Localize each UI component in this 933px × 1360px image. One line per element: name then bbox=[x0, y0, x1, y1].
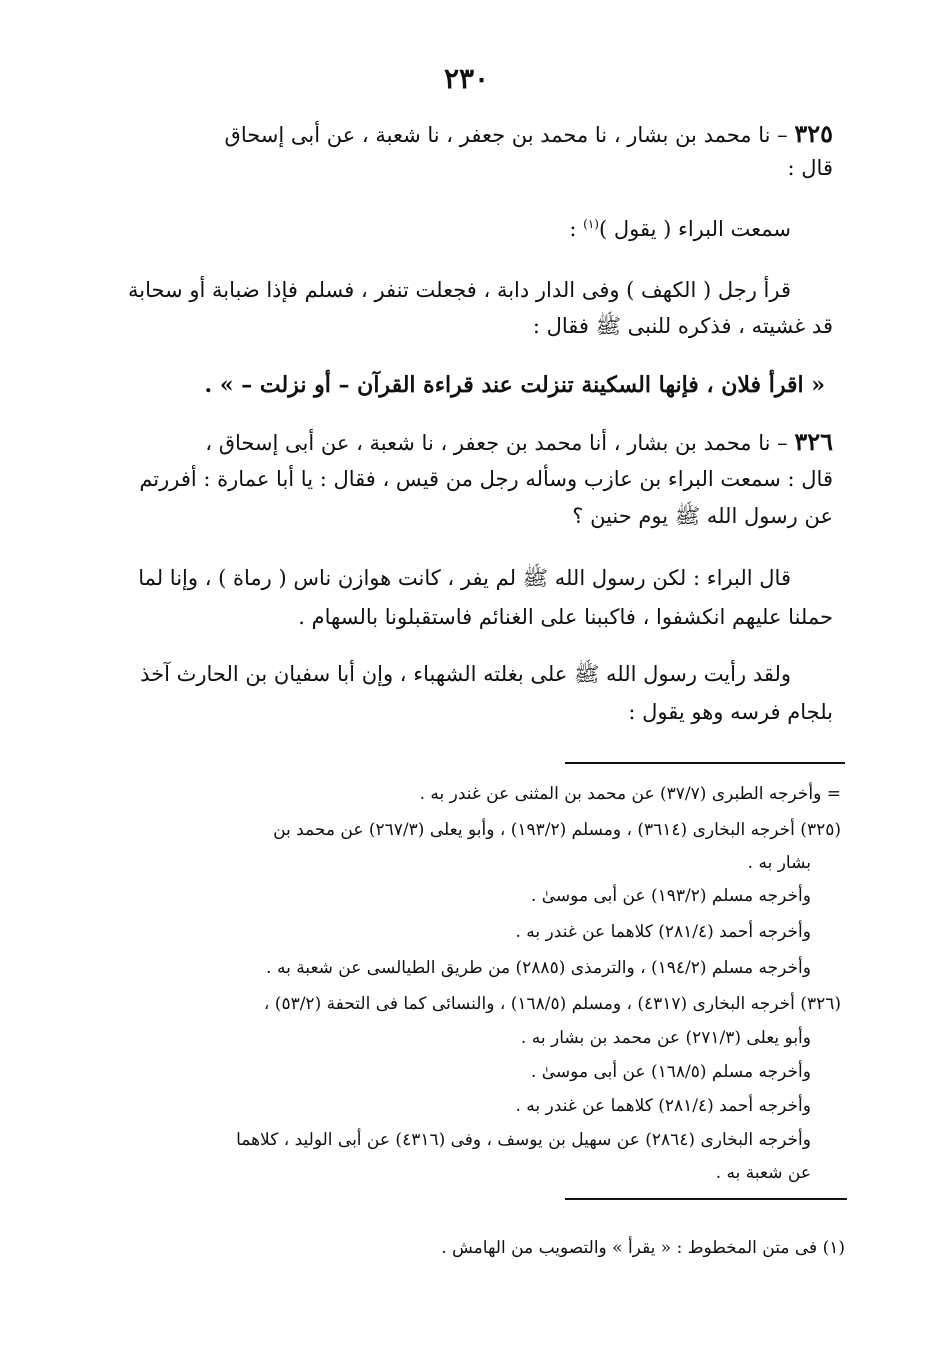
hadith-325-colon: : bbox=[569, 217, 584, 241]
takhrij-line: (٣٢٦) أخرجه البخارى (٤٣١٧) ، ومسلم (١٦٨/٥) ، والنسائى كما فى التحفة (٥٣/٢) ، bbox=[263, 994, 841, 1014]
takhrij-line: وأخرجه البخارى (٢٨٦٤) عن سهيل بن يوسف ، وفى (٤٣١٦) عن أبى الوليد ، كلاهما bbox=[236, 1130, 811, 1150]
takhrij-line: وأخرجه مسلم (١٩٤/٢) ، والترمذى (٢٨٨٥) من طريق الطيالسى عن شعبة به . bbox=[266, 958, 811, 978]
hadith-326-line-2: قال : سمعت البراء بن عازب وسأله رجل من قيس ، فقال : يا أبا عمارة : أفررتم bbox=[139, 467, 833, 491]
takhrij-line: = وأخرجه الطبرى (٣٧/٧) عن محمد بن المثنى عن غندر به . bbox=[419, 784, 841, 804]
hadith-325-line-1 bbox=[224, 119, 833, 148]
page-number: ٢٣٠ bbox=[443, 62, 490, 95]
takhrij-line: وأخرجه أحمد (٢٨١/٤) كلاهما عن غندر به . bbox=[515, 1096, 811, 1116]
hadith-325-line-3 bbox=[569, 218, 791, 240]
takhrij-line: وأخرجه مسلم (١٦٨/٥) عن أبى موسىٰ . bbox=[530, 1062, 811, 1082]
footnote-text: (١) فى متن المخطوط : « يقرأ » والتصويب من الهامش . bbox=[441, 1238, 845, 1258]
footnote-marker: (١) bbox=[583, 217, 599, 231]
hadith-326-line-6: ولقد رأيت رسول الله ﷺ على بغلته الشهباء ، وإن أبا سفيان بن الحارث آخذ bbox=[140, 662, 791, 686]
hadith-325-matn: « اقرأ فلان ، فإنها السكينة تنزلت عند قراءة القرآن – أو نزلت – » . bbox=[204, 372, 825, 398]
hadith-325-isnad: – نا محمد بن بشار ، نا محمد بن جعفر ، نا شعبة ، عن أبى إسحاق bbox=[224, 123, 788, 147]
hadith-325-sami: سمعت البراء ( يقول ) bbox=[598, 217, 791, 241]
hadith-325-line-5: قد غشيته ، فذكره للنبى ﷺ فقال : bbox=[532, 314, 833, 338]
takhrij-line: وأخرجه مسلم (١٩٣/٢) عن أبى موسىٰ . bbox=[530, 886, 811, 906]
hadith-325-number: ٣٢٥ bbox=[794, 119, 833, 148]
hadith-326-line-4: قال البراء : لكن رسول الله ﷺ لم يفر ، كانت هوازن ناس ( رماة ) ، وإنا لما bbox=[138, 566, 791, 590]
takhrij-line: (٣٢٥) أخرجه البخارى (٣٦١٤) ، ومسلم (١٩٣/٢) ، وأبو يعلى (٢٦٧/٣) عن محمد بن bbox=[273, 820, 841, 840]
takhrij-line: وأبو يعلى (٢٧١/٣) عن محمد بن بشار به . bbox=[520, 1028, 811, 1048]
hadith-326-isnad: – نا محمد بن بشار ، أنا محمد بن جعفر ، نا شعبة ، عن أبى إسحاق ، bbox=[205, 431, 788, 455]
hadith-326-number: ٣٢٦ bbox=[794, 427, 833, 456]
footnote-separator bbox=[565, 1198, 847, 1200]
hadith-326-line-3: عن رسول الله ﷺ يوم حنين ؟ bbox=[572, 504, 833, 528]
hadith-326-line-5: حملنا عليهم انكشفوا ، فاكببنا على الغنائم فاستقبلونا بالسهام . bbox=[298, 605, 833, 629]
takhrij-line: وأخرجه أحمد (٢٨١/٤) كلاهما عن غندر به . bbox=[515, 922, 811, 942]
takhrij-line: بشار به . bbox=[747, 853, 811, 873]
takhrij-line: عن شعبة به . bbox=[715, 1163, 811, 1183]
hadith-326-line-7: بلجام فرسه وهو يقول : bbox=[628, 700, 833, 724]
hadith-325-line-2: قال : bbox=[787, 156, 833, 180]
takhrij-separator bbox=[565, 762, 845, 764]
hadith-326-line-1 bbox=[205, 427, 833, 456]
hadith-325-line-4: قرأ رجل ( الكهف ) وفى الدار دابة ، فجعلت تنفر ، فسلم فإذا ضبابة أو سحابة bbox=[128, 278, 791, 302]
